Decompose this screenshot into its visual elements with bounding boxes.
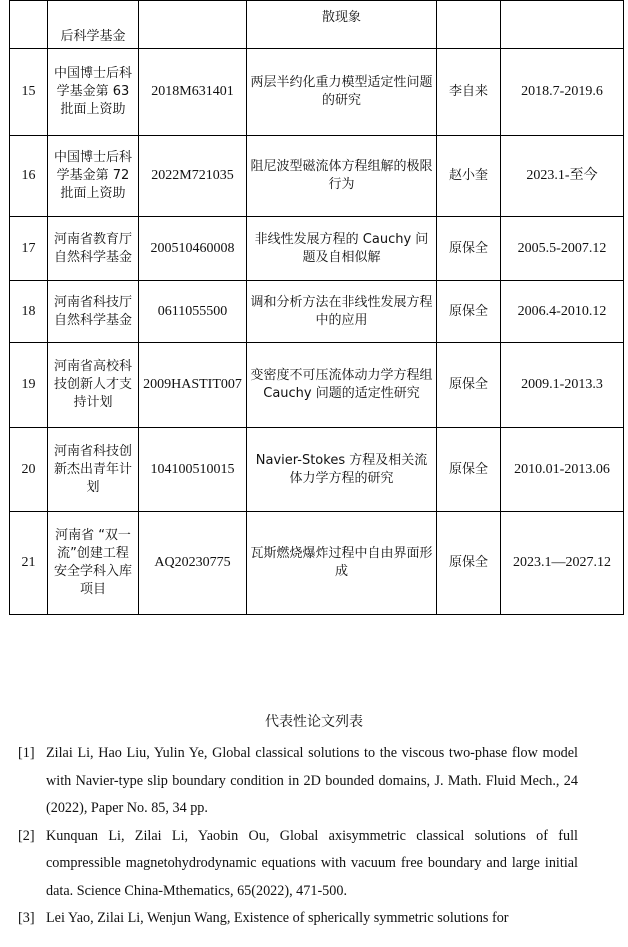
person-cell: [437, 1, 501, 49]
person-cell: 原保全: [437, 428, 501, 512]
project-cell: 非线性发展方程的 Cauchy 问题及自相似解: [247, 217, 437, 281]
no-cell: 17: [10, 217, 48, 281]
project-cell: Navier-Stokes 方程及相关流体力学方程的研究: [247, 428, 437, 512]
period-cell: 2023.1—2027.12: [501, 512, 624, 615]
no-cell: 18: [10, 281, 48, 343]
source-cell: 后科学基金: [48, 1, 139, 49]
citation-marker: [2]: [18, 827, 35, 844]
period-cell: 2005.5-2007.12: [501, 217, 624, 281]
citation-text: Zilai Li, Hao Liu, Yulin Ye, Global classical solutions to the viscous two-phase flow model with Navier-type slip boundary condition in 2D bounded domains, J. Math. Fluid Mech., 24 (2022), Paper No. 85, 34 pp.: [46, 745, 578, 816]
period-cell: 2010.01-2013.06: [501, 428, 624, 512]
source-cell: 河南省教育厅自然科学基金: [48, 217, 139, 281]
period-cell: 2009.1-2013.3: [501, 343, 624, 428]
no-cell: 20: [10, 428, 48, 512]
person-cell: 原保全: [437, 343, 501, 428]
no-cell: [10, 1, 48, 49]
table-row: [10, 49, 624, 136]
code-cell: AQ20230775: [139, 512, 247, 615]
project-cell: 调和分析方法在非线性发展方程中的应用: [247, 281, 437, 343]
source-cell: 河南省高校科技创新人才支持计划: [48, 343, 139, 428]
code-cell: 2009HASTIT007: [139, 343, 247, 428]
code-cell: 200510460008: [139, 217, 247, 281]
period-cell: 2006.4-2010.12: [501, 281, 624, 343]
list-item: [18, 740, 578, 823]
citation-marker: [3]: [18, 910, 35, 926]
source-cell: 中国博士后科学基金第 63 批面上资助: [48, 49, 139, 136]
grants-table: [9, 0, 624, 615]
citation-text: Lei Yao, Zilai Li, Wenjun Wang, Existence of spherically symmetric solutions for: [46, 910, 509, 926]
project-cell: 变密度不可压流体动力学方程组 Cauchy 问题的适定性研究: [247, 343, 437, 428]
table-row: [10, 428, 624, 512]
project-cell: 阻尼波型磁流体方程组解的极限行为: [247, 136, 437, 217]
code-cell: 2022M721035: [139, 136, 247, 217]
papers-list: [18, 740, 578, 933]
table-row: [10, 217, 624, 281]
project-cell: 瓦斯燃烧爆炸过程中自由界面形成: [247, 512, 437, 615]
source-cell: 中国博士后科学基金第 72 批面上资助: [48, 136, 139, 217]
code-cell: 2018M631401: [139, 49, 247, 136]
person-cell: 原保全: [437, 281, 501, 343]
no-cell: 21: [10, 512, 48, 615]
code-cell: [139, 1, 247, 49]
person-cell: 赵小奎: [437, 136, 501, 217]
no-cell: 19: [10, 343, 48, 428]
table-row: [10, 136, 624, 217]
period-cell: 2018.7-2019.6: [501, 49, 624, 136]
citation-marker: [1]: [18, 745, 35, 761]
period-cell: [501, 1, 624, 49]
list-item: [18, 823, 578, 906]
table-row: [10, 343, 624, 428]
period-cell: 2023.1-至今: [501, 136, 624, 217]
project-cell: 两层半约化重力模型适定性问题的研究: [247, 49, 437, 136]
table-row: [10, 1, 624, 49]
list-item: [18, 905, 578, 933]
no-cell: 16: [10, 136, 48, 217]
citation-text: Kunquan Li, Zilai Li, Yaobin Ou, Global axisymmetric classical solutions of full compressible magnetohydrodynamic equations with vacuum free boundary and large initial data. Science China-Mthematics, 65(2022), 471-500.: [46, 827, 578, 899]
person-cell: 李自来: [437, 49, 501, 136]
person-cell: 原保全: [437, 217, 501, 281]
person-cell: 原保全: [437, 512, 501, 615]
papers-section-title: 代表性论文列表: [265, 714, 363, 730]
table-row: [10, 281, 624, 343]
table-row: [10, 512, 624, 615]
no-cell: 15: [10, 49, 48, 136]
code-cell: 0611055500: [139, 281, 247, 343]
code-cell: 104100510015: [139, 428, 247, 512]
source-cell: 河南省 “双一流”创建工程安全学科入库项目: [48, 512, 139, 615]
source-cell: 河南省科技创新杰出青年计划: [48, 428, 139, 512]
project-cell: 散现象: [247, 1, 437, 49]
source-cell: 河南省科技厅自然科学基金: [48, 281, 139, 343]
